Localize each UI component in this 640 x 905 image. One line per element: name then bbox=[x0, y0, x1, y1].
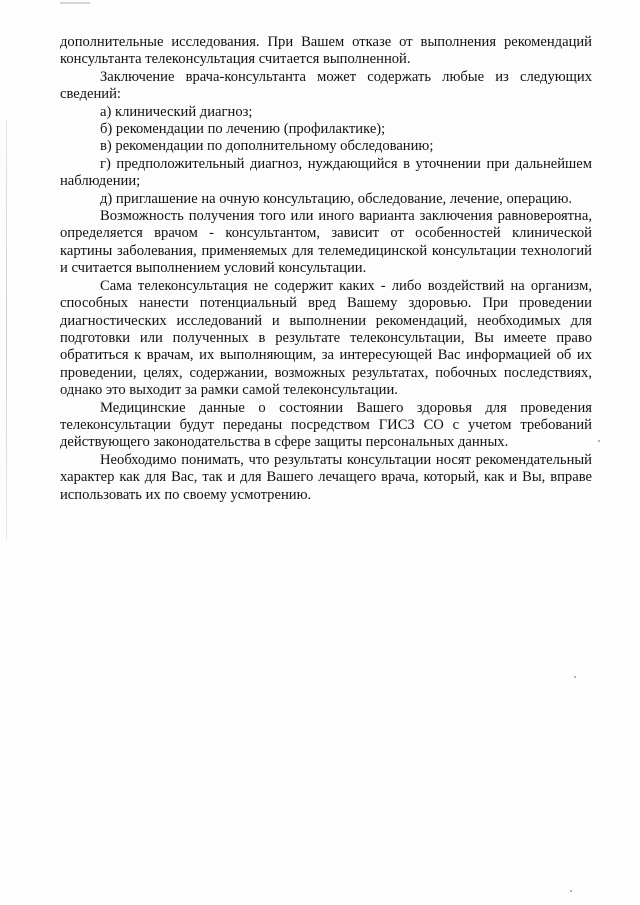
scan-artifact-edge bbox=[6, 120, 7, 540]
paragraph-opening: дополнительные исследования. При Вашем отказе от выполнения рекомендаций консультанта телеконсультация считается выполненной. bbox=[60, 34, 592, 68]
paragraph-possibility: Возможность получения того или иного варианта заключения равновероятна, определяется врачом - консультантом, зависит от особенностей клинической картины заболевания, применяемых для телемедицинской консультации технологий и считается выполнением условий консультации. bbox=[60, 208, 592, 277]
document-body bbox=[60, 34, 592, 504]
scan-artifact-top bbox=[60, 2, 90, 4]
list-item-c: в) рекомендации по дополнительному обследованию; bbox=[100, 138, 434, 155]
scan-speck bbox=[570, 890, 572, 892]
scan-speck bbox=[598, 440, 600, 442]
scan-speck bbox=[574, 676, 576, 678]
list-item-e: д) приглашение на очную консультацию, обследование, лечение, операцию. bbox=[100, 190, 572, 207]
paragraph-no-impact: Сама телеконсультация не содержит каких - либо воздействий на организм, способных нанести потенциальный вред Вашему здоровью. При проведении диагностических исследований и выполнении рекомендаций, необходимых для подготовки или полученных в результате телеконсультации, Вы имеете право обратиться к врачам, их выполняющим, за интересующей Вас информацией об их проведении, целях, содержании, возможных результатах, побочных последствиях, однако это выходит за рамки самой телеконсультации. bbox=[60, 277, 592, 399]
paragraph-understanding: Необходимо понимать, что результаты консультации носят рекомендательный характер как для Вас, так и для Вашего лечащего врача, который, как и Вы, вправе использовать их по своему усмотрению. bbox=[60, 451, 592, 503]
paragraph-medical-data: Медицинские данные о состоянии Вашего здоровья для проведения телеконсультации будут переданы посредством ГИСЗ СО с учетом требований действующего законодательства в сфере защиты персональных данных. bbox=[60, 399, 592, 451]
paragraph-conclusion-intro: Заключение врача-консультанта может содержать любые из следующих сведений: bbox=[60, 68, 592, 103]
list-item-a: а) клинический диагноз; bbox=[100, 103, 253, 120]
list-item-d: г) предположительный диагноз, нуждающийся в уточнении при дальнейшем наблюдении; bbox=[60, 155, 592, 190]
list-item-b: б) рекомендации по лечению (профилактике); bbox=[100, 121, 386, 138]
